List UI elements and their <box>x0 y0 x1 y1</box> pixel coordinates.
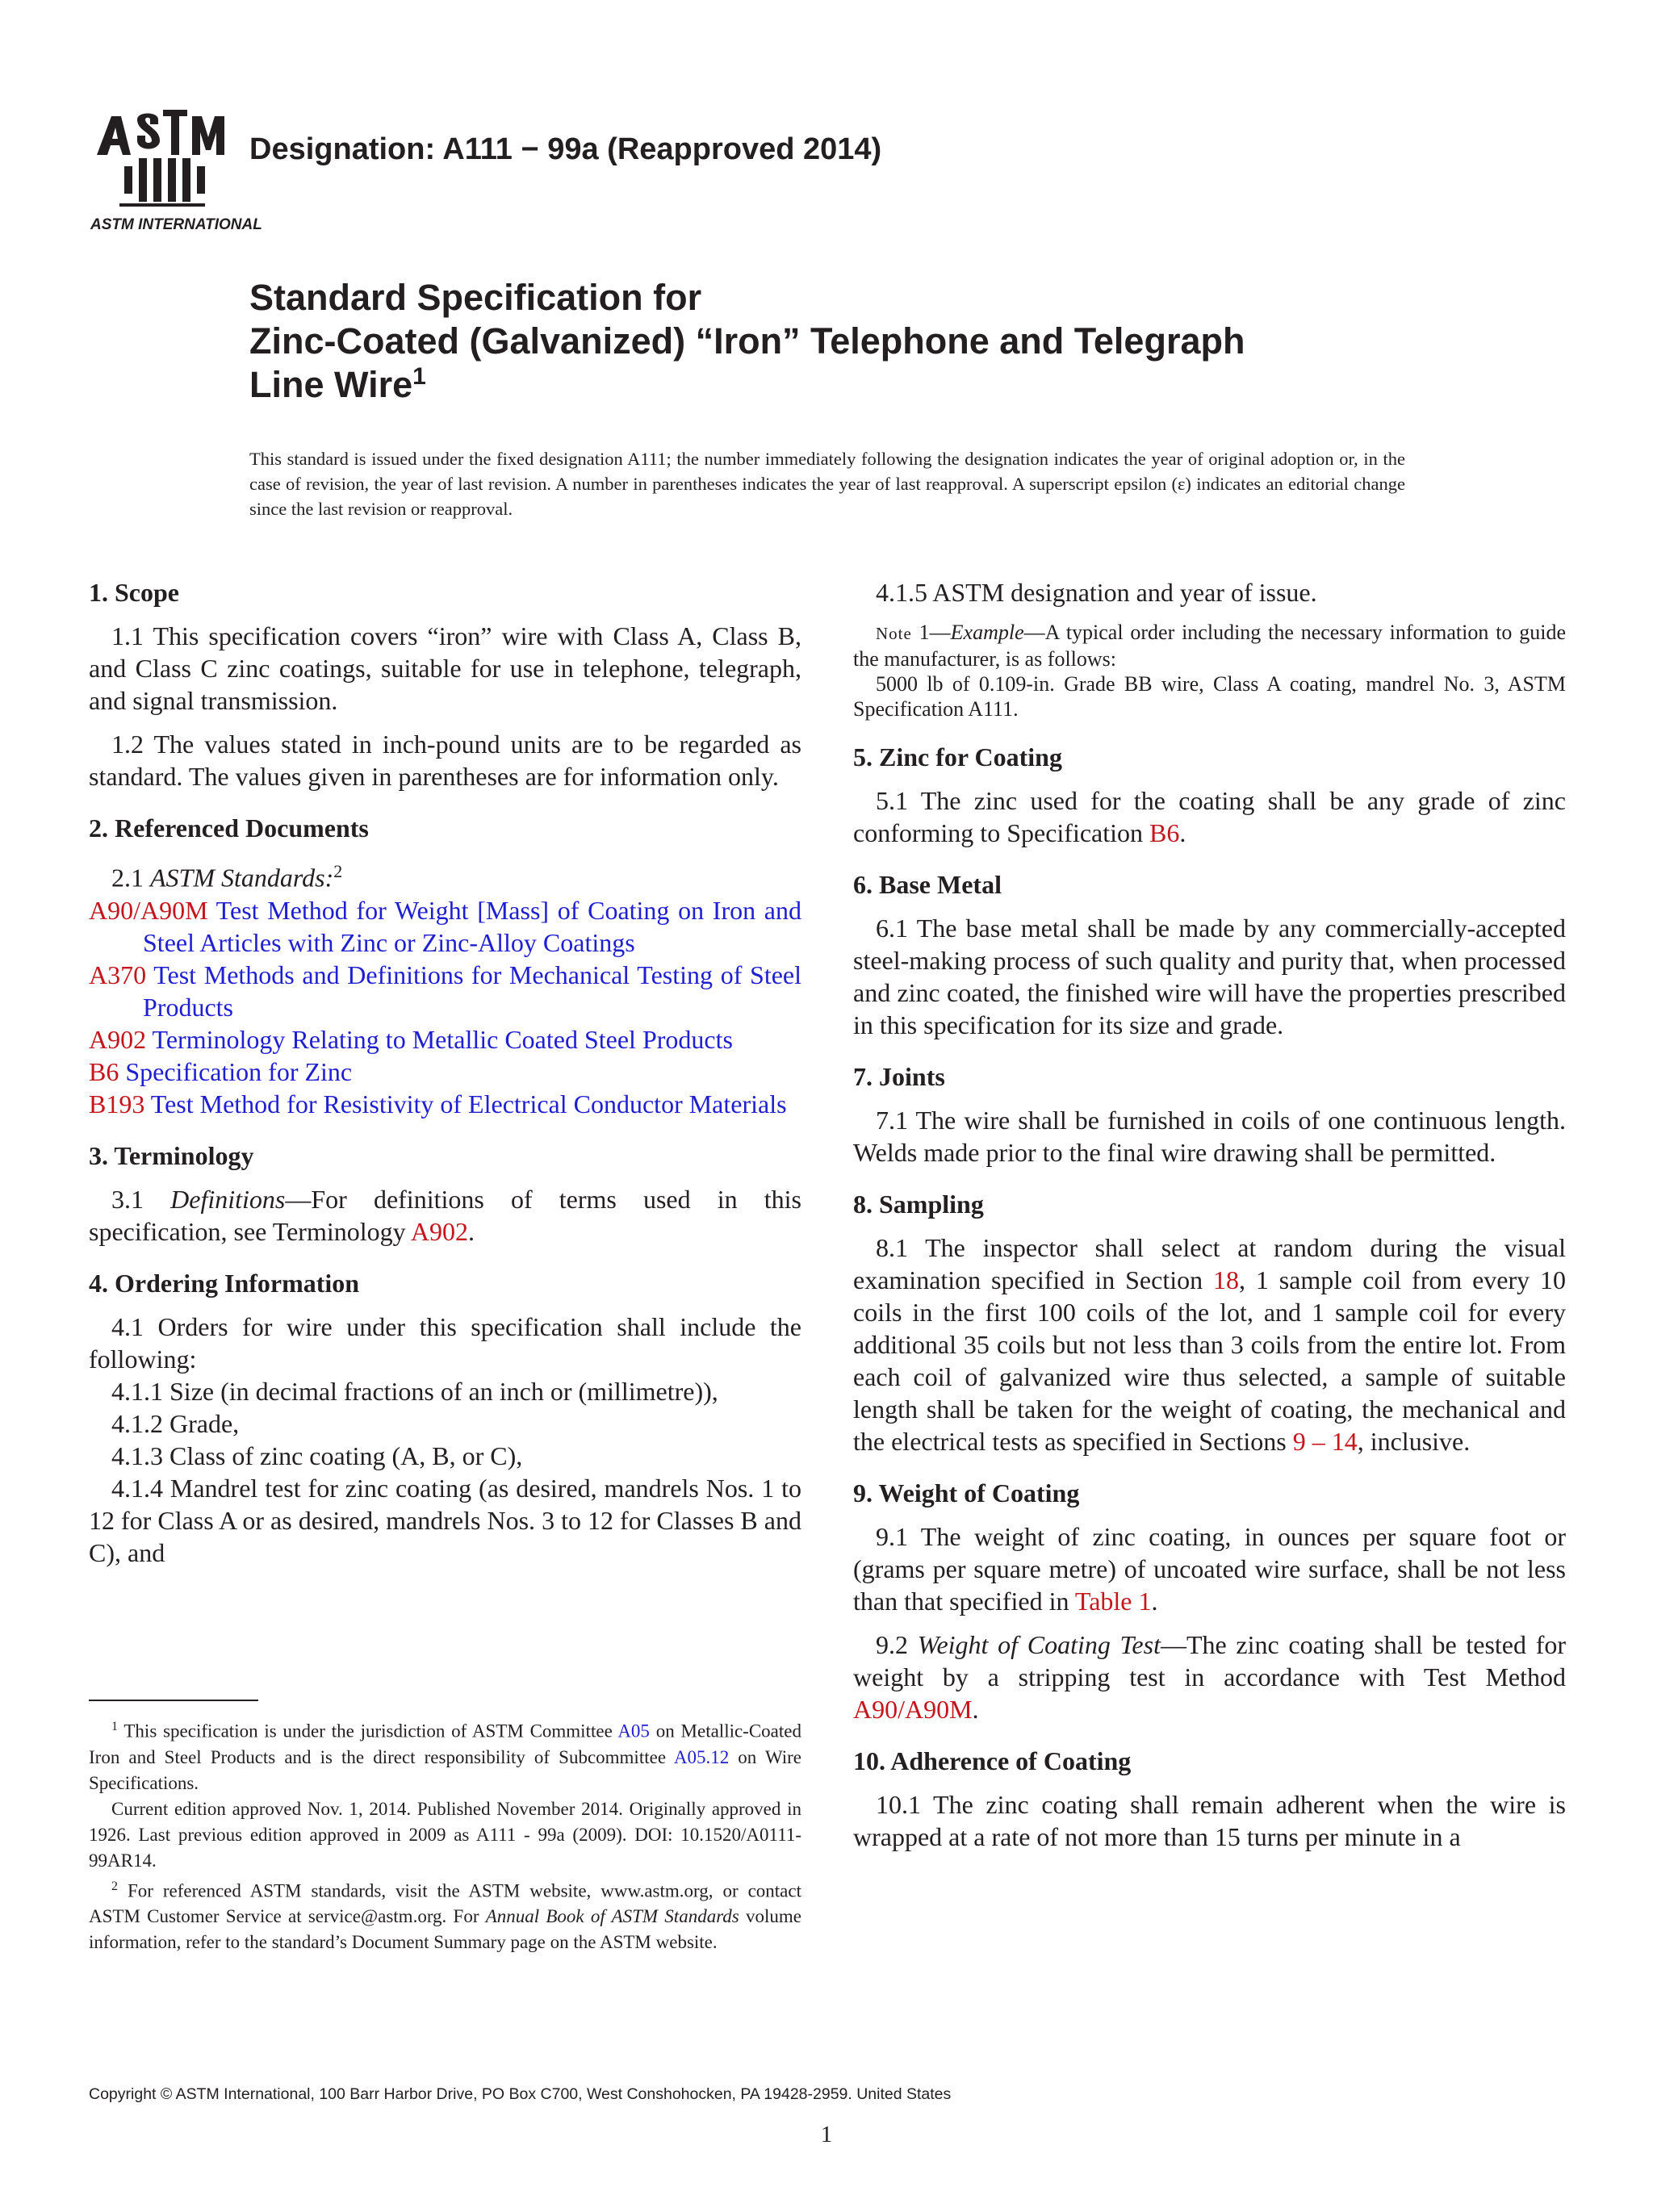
paragraph-1-2: 1.2 The values stated in inch-pound units are to be regarded as standard. The values given in parentheses are for information only. <box>89 730 801 791</box>
paragraph-9-1: 9.1 The weight of zinc coating, in ounces per square foot or (grams per square metre) of uncoated wire surface, shall be not less than that specified in Table 1. <box>853 1522 1566 1616</box>
paragraph-7-1: 7.1 The wire shall be furnished in coils of one continuous length. Welds made prior to the final wire drawing shall be permitted. <box>853 1106 1566 1167</box>
reference-link-code[interactable]: B193 <box>89 1089 145 1119</box>
section-heading-referenced-documents: 2. Referenced Documents <box>89 813 369 843</box>
preamble-text: This standard is issued under the fixed designation A111; the number immediately following the designation indicates the year of original adoption or, in the case of revision, the year of last revision. A number in parentheses indicates the year of last reapproval. A superscript epsilon (ε) indicates an editorial change since the last revision or reapproval. <box>249 449 1405 519</box>
reference-link-code[interactable]: B6 <box>89 1056 119 1086</box>
section-heading-joints: 7. Joints <box>853 1062 945 1091</box>
section-link[interactable]: 18 <box>1212 1265 1239 1294</box>
reference-link-title[interactable]: Test Methods and Definitions for Mechanical Testing of Steel Products <box>143 960 801 1022</box>
page-number: 1 <box>820 2122 833 2147</box>
reference-item <box>89 1088 801 1120</box>
test-method-link[interactable]: A90/A90M <box>853 1695 973 1724</box>
right-column <box>853 576 1566 1853</box>
title-footnote-marker: 1 <box>412 363 426 390</box>
sections-range-link[interactable]: 9 – 14 <box>1292 1427 1358 1456</box>
paragraph-5-1: 5.1 The zinc used for the coating shall be any grade of zinc conforming to Specification B6. <box>853 786 1566 847</box>
document-designation: Designation: A111 − 99a (Reapproved 2014) <box>249 132 882 166</box>
note-1: Note 1—Example—A typical order including the necessary information to guide the manufacturer, is as follows: <box>853 621 1567 671</box>
copyright-notice: Copyright © ASTM International, 100 Barr Harbor Drive, PO Box C700, West Conshohocken, PA 19428-2959. United States <box>89 2085 952 2103</box>
specification-link[interactable]: B6 <box>1149 818 1180 847</box>
section-heading-base-metal: 6. Base Metal <box>853 870 1002 899</box>
left-column <box>89 576 801 1569</box>
paragraph-4-1-5: 4.1.5 ASTM designation and year of issue. <box>876 578 1317 607</box>
reference-link-code[interactable]: A370 <box>89 960 147 989</box>
footnote-edition: Current edition approved Nov. 1, 2014. Published November 2014. Originally approved in 1926. Last previous edition approved in 2009 as A111 - 99a (2009). DOI: 10.1520/A0111-99AR14. <box>89 1798 801 1871</box>
title-line-2: Zinc-Coated (Galvanized) “Iron” Telephone and Telegraph <box>249 320 1245 362</box>
footnote-2: $^2$ For referenced ASTM standards, visit the ASTM website, www.astm.org, or contact ASTM Customer Service at service@astm.org. For Annual Book of ASTM Standards volume information, refer to the standard’s Document Summary page on the ASTM website. <box>89 1879 801 1953</box>
paragraph-4-1-4: 4.1.4 Mandrel test for zinc coating (as desired, mandrels Nos. 1 to 12 for Class A or as desired, mandrels Nos. 3 to 12 for Classes B and C), and <box>89 1473 801 1567</box>
paragraph-9-2: 9.2 Weight of Coating Test—The zinc coating shall be tested for weight by a stripping test in accordance with Test Method A90/A90M. <box>853 1630 1567 1724</box>
reference-item <box>89 1056 801 1088</box>
footnotes <box>89 1714 801 1955</box>
terminology-link[interactable]: A902 <box>410 1216 468 1246</box>
title-line-3: Line Wire$^1$ <box>249 363 426 405</box>
paragraph-1-1: 1.1 This specification covers “iron” wire with Class A, Class B, and Class C zinc coatings, suitable for use in telephone, telegraph, and signal transmission. <box>89 621 801 715</box>
committee-link[interactable]: A05 <box>617 1721 650 1742</box>
document-title <box>249 276 1245 407</box>
logo-wordmark: ASTM INTERNATIONAL <box>90 216 262 233</box>
section-heading-weight-of-coating: 9. Weight of Coating <box>853 1478 1080 1507</box>
paragraph-8-1: 8.1 The inspector shall select at random during the visual examination specified in Section 18, 1 sample coil from every 10 coils in the first 100 coils of the lot, and 1 sample coil for every additional 35 coils but not less than 3 coils from the entire lot. From each coil of galvanized wire thus selected, a sample of suitable length shall be taken for the weight of coating, the mechanical and the electrical tests as specified in Sections 9 – 14, inclusive. <box>853 1233 1567 1456</box>
footnote-1: $^1$ This specification is under the jurisdiction of ASTM Committee A05 on Metallic-Coated Iron and Steel Products and is the direct responsibility of Subcommittee A05.12 on Wire Specifications. <box>89 1720 802 1793</box>
subcommittee-link[interactable]: A05.12 <box>673 1746 730 1767</box>
section-heading-terminology: 3. Terminology <box>89 1140 254 1170</box>
reference-link-code[interactable]: A902 <box>89 1024 147 1054</box>
reference-link-title[interactable]: Terminology Relating to Metallic Coated Steel Products <box>146 1024 733 1054</box>
paragraph-10-1: 10.1 The zinc coating shall remain adherent when the wire is wrapped at a rate of not more than 15 turns per minute in a <box>853 1790 1566 1851</box>
section-heading-scope: 1. Scope <box>89 578 179 607</box>
reference-link-title[interactable]: Test Method for Weight [Mass] of Coating on Iron and Steel Articles with Zinc or Zinc-Alloy Coatings <box>143 895 801 957</box>
astm-logo <box>89 105 262 233</box>
title-line-1: Standard Specification for <box>249 277 702 318</box>
section-heading-zinc-for-coating: 5. Zinc for Coating <box>853 742 1062 771</box>
section-heading-ordering-information: 4. Ordering Information <box>89 1268 360 1298</box>
reference-item <box>89 959 801 1023</box>
reference-item <box>89 894 801 959</box>
paragraph-4-1-3: 4.1.3 Class of zinc coating (A, B, or C), <box>111 1441 523 1470</box>
reference-item <box>89 1023 801 1056</box>
table-link[interactable]: Table 1 <box>1074 1587 1152 1616</box>
reference-link-title[interactable]: Test Method for Resistivity of Electrical Conductor Materials <box>144 1089 787 1119</box>
paragraph-3-1: 3.1 Definitions—For definitions of terms used in this specification, see Terminology A902. <box>89 1184 802 1246</box>
section-heading-sampling: 8. Sampling <box>853 1190 984 1219</box>
paragraph-2-1: 2.1 ASTM Standards:$^2$ <box>111 861 343 893</box>
paragraph-6-1: 6.1 The base metal shall be made by any commercially-accepted steel-making process of such quality and purity that, when processed and zinc coated, the finished wire will have the properties prescribed in this specification for its size and grade. <box>853 914 1566 1039</box>
paragraph-4-1: 4.1 Orders for wire under this specification shall include the following: <box>89 1311 801 1374</box>
section-heading-adherence-of-coating: 10. Adherence of Coating <box>853 1746 1132 1775</box>
footnote-divider <box>89 1700 258 1701</box>
reference-link-title[interactable]: Specification for Zinc <box>119 1056 353 1086</box>
paragraph-4-1-1: 4.1.1 Size (in decimal fractions of an inch or (millimetre)), <box>111 1376 718 1406</box>
note-1-example: 5000 lb of 0.109-in. Grade BB wire, Class A coating, mandrel No. 3, ASTM Specification A111. <box>853 672 1566 721</box>
reference-link-code[interactable]: A90/A90M <box>89 895 208 925</box>
paragraph-4-1-2: 4.1.2 Grade, <box>111 1408 240 1438</box>
